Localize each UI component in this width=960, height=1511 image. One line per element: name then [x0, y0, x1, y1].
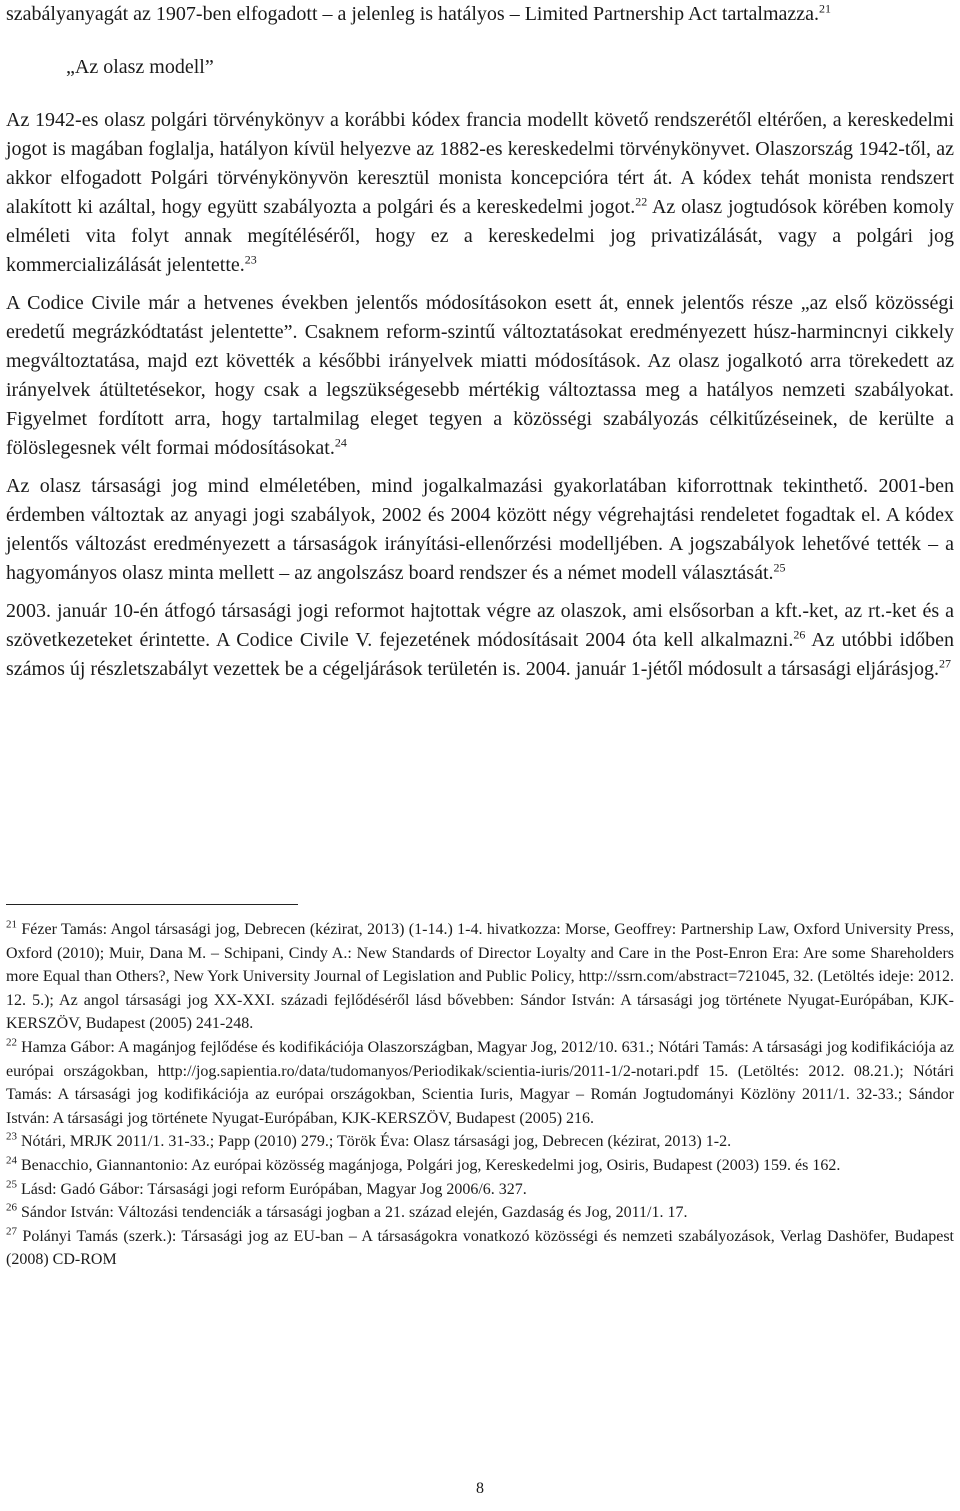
footnote: [6, 1154, 954, 1178]
footnote: [6, 1130, 954, 1154]
page-number: 8: [476, 1480, 484, 1497]
footnote: [6, 1036, 954, 1130]
footnote-number: 23: [6, 1131, 17, 1144]
footnote-text: Polányi Tamás (szerk.): Társasági jog az EU-ban – A társaságokra vonatkozó közösségi és nemzeti szabályozások, Verlag Dashöfer, Budapest (2008) CD-ROM: [6, 1227, 954, 1269]
footnote-number: 24: [6, 1154, 17, 1167]
footnote-ref[interactable]: 21: [819, 1, 832, 16]
paragraph-intro: szabályanyagát az 1907-ben elfogadott – a jelenleg is hatályos – Limited Partnership Act tartalmazza.$^{21}$: [6, 1, 832, 25]
paragraph: Az olasz társasági jog mind elméletében, mind jogalkalmazási gyakorlatában kiforrottnak tekinthető. 2001-ben érdemben változtak az anyagi jogi szabályok, 2002 és 2004 között négy végrehajtási rendeletet fogadtak el. A kódex jelentős változást eredményezett a társaságok irányítási-ellenőrzési modelljében. A jogszabályok lehetővé tették – a hagyományos olasz minta mellett – az angolszász board rendszer és a német modell választását.$^{25}$: [6, 475, 954, 584]
footnote-ref[interactable]: 22: [635, 194, 648, 209]
section-title: „Az olasz modell”: [66, 56, 214, 78]
footnote-text: Lásd: Gadó Gábor: Társasági jogi reform Európában, Magyar Jog 2006/6. 327.: [17, 1180, 527, 1198]
footnote-ref[interactable]: 25: [773, 560, 786, 575]
footnote-number: 27: [6, 1225, 17, 1238]
footnote: [6, 918, 954, 1036]
paragraph: 2003. január 10-én átfogó társasági jogi reformot hajtottak végre az olaszok, ami elsősorban a kft.-ket, az rt.-ket és a szövetkezeteket érintette. A Codice Civile V. fejezetének módosításait 2004 óta kell alkalmazni.$^{26}$ Az utóbbi időben számos új részletszabályt vezettek be a cégeljárások területén is. 2004. január 1-jétől módosult a társasági eljárásjog.$^{27}$: [6, 600, 954, 680]
footnote-divider: [6, 904, 298, 905]
footnote-number: 26: [6, 1201, 17, 1214]
paragraph: Az 1942-es olasz polgári törvénykönyv a korábbi kódex francia modellt követő rendszerétől eltérően, a kereskedelmi jogot is magában foglalja, hatályon kívül helyezve az 1882-es kereskedelmi törvénykönyvet. Olaszország 1942-től, az akkor elfogadott Polgári törvénykönyvön keresztül monista koncepcióra tért át. A kódex tehát monista rendszert alakított ki azáltal, hogy együtt szabályozta a polgári és a kereskedelmi jogot.$^{22}$ Az olasz jogtudósok körében komoly elméleti vita folyt annak megítéléséről, hogy ez a kereskedelmi jog privatizálását, vagy a polgári jog kommercializálását jelentette.$^{23}$: [6, 109, 955, 276]
footnote-ref[interactable]: 26: [793, 627, 806, 642]
footnote-number: 25: [6, 1178, 17, 1191]
footnote-text: Benacchio, Giannantonio: Az európai közösség magánjoga, Polgári jog, Kereskedelmi jog, Osiris, Budapest (2003) 159. és 162.: [17, 1156, 841, 1174]
footnote-number: 22: [6, 1036, 17, 1049]
footnote-text: Nótári, MRJK 2011/1. 31-33.; Papp (2010) 279.; Török Éva: Olasz társasági jog, Debrecen (kézirat, 2013) 1-2.: [17, 1133, 732, 1151]
footnote-text: Sándor István: Változási tendenciák a társasági jogban a 21. század elején, Gazdaság és Jog, 2011/1. 17.: [17, 1204, 688, 1222]
footnote-number: 21: [6, 918, 17, 931]
main-text: [6, 0, 954, 684]
footnote-ref[interactable]: 23: [244, 252, 257, 267]
page-body: [6, 0, 954, 684]
footnote-ref[interactable]: 27: [939, 656, 951, 671]
paragraph: A Codice Civile már a hetvenes években jelentős módosításokon esett át, ennek jelentős része „az első közösségi eredetű megrázkódtatást jelentette”. Csaknem reform-szintű változtatásokat eredményezett húsz-harmincnyi cikkely megváltoztatása, majd ezt követték a későbbi irányelvek miatti módosítások. Az olasz jogalkotó arra törekedett az irányelvek átültetésekor, hogy csak a legszükségesebb mértékig változtassa meg a hatályos nemzeti szabályokat. Figyelmet fordított arra, hogy tartalmilag eleget tegyen a közösségi szabályozás célkitűzéseinek, de kerülte a fölöslegesnek vélt formai módosításokat.$^{24}$: [6, 292, 954, 459]
footnote-ref[interactable]: 24: [334, 435, 347, 450]
footnote: [6, 1201, 954, 1225]
footnote-text: Hamza Gábor: A magánjog fejlődése és kodifikációja Olaszországban, Magyar Jog, 2012/10. 631.; Nótári Tamás: A társasági jog kodifikációja az európai országokban, http://jog.sapientia.ro/data/tudomanyos/Periodikak/scientia-iuris/2011-1/2-notari.pdf 15. (Letöltés: 2012. 08.21.); Nótári Tamás: A társasági jog kodifikációja az európai országokban, Scientia Iuris, Magyar – Román Jogtudományi Közlöny 2011/1. 32-33.; Sándor István: A társasági jog története Nyugat-Európában, KJK-KERSZÖV, Budapest (2005) 216.: [6, 1038, 954, 1127]
footnotes: [6, 918, 954, 1272]
footnote-text: Fézer Tamás: Angol társasági jog, Debrecen (kézirat, 2013) (1-14.) 1-4. hivatkozza: Morse, Geoffrey: Partnership Law, Oxford University Press, Oxford (2010); Muir, Dana M. – Schipani, Cindy A.: New Standards of Director Loyalty and Care in the Post-Enron Era: Are some Shareholders more Equal than Others?, New York University Journal of Legislation and Public Policy, http://ssrn.com/abstract=721045, 32. (Letöltés ideje: 2012. 12. 5.); Az angol társasági jog XX-XXI. századi fejlődéséről lásd bővebben: Sándor István: A társasági jog története Nyugat-Európában, KJK-KERSZÖV, Budapest (2005) 241-248.: [6, 921, 954, 1033]
footnote: [6, 1178, 954, 1202]
footnote: [6, 1225, 954, 1272]
